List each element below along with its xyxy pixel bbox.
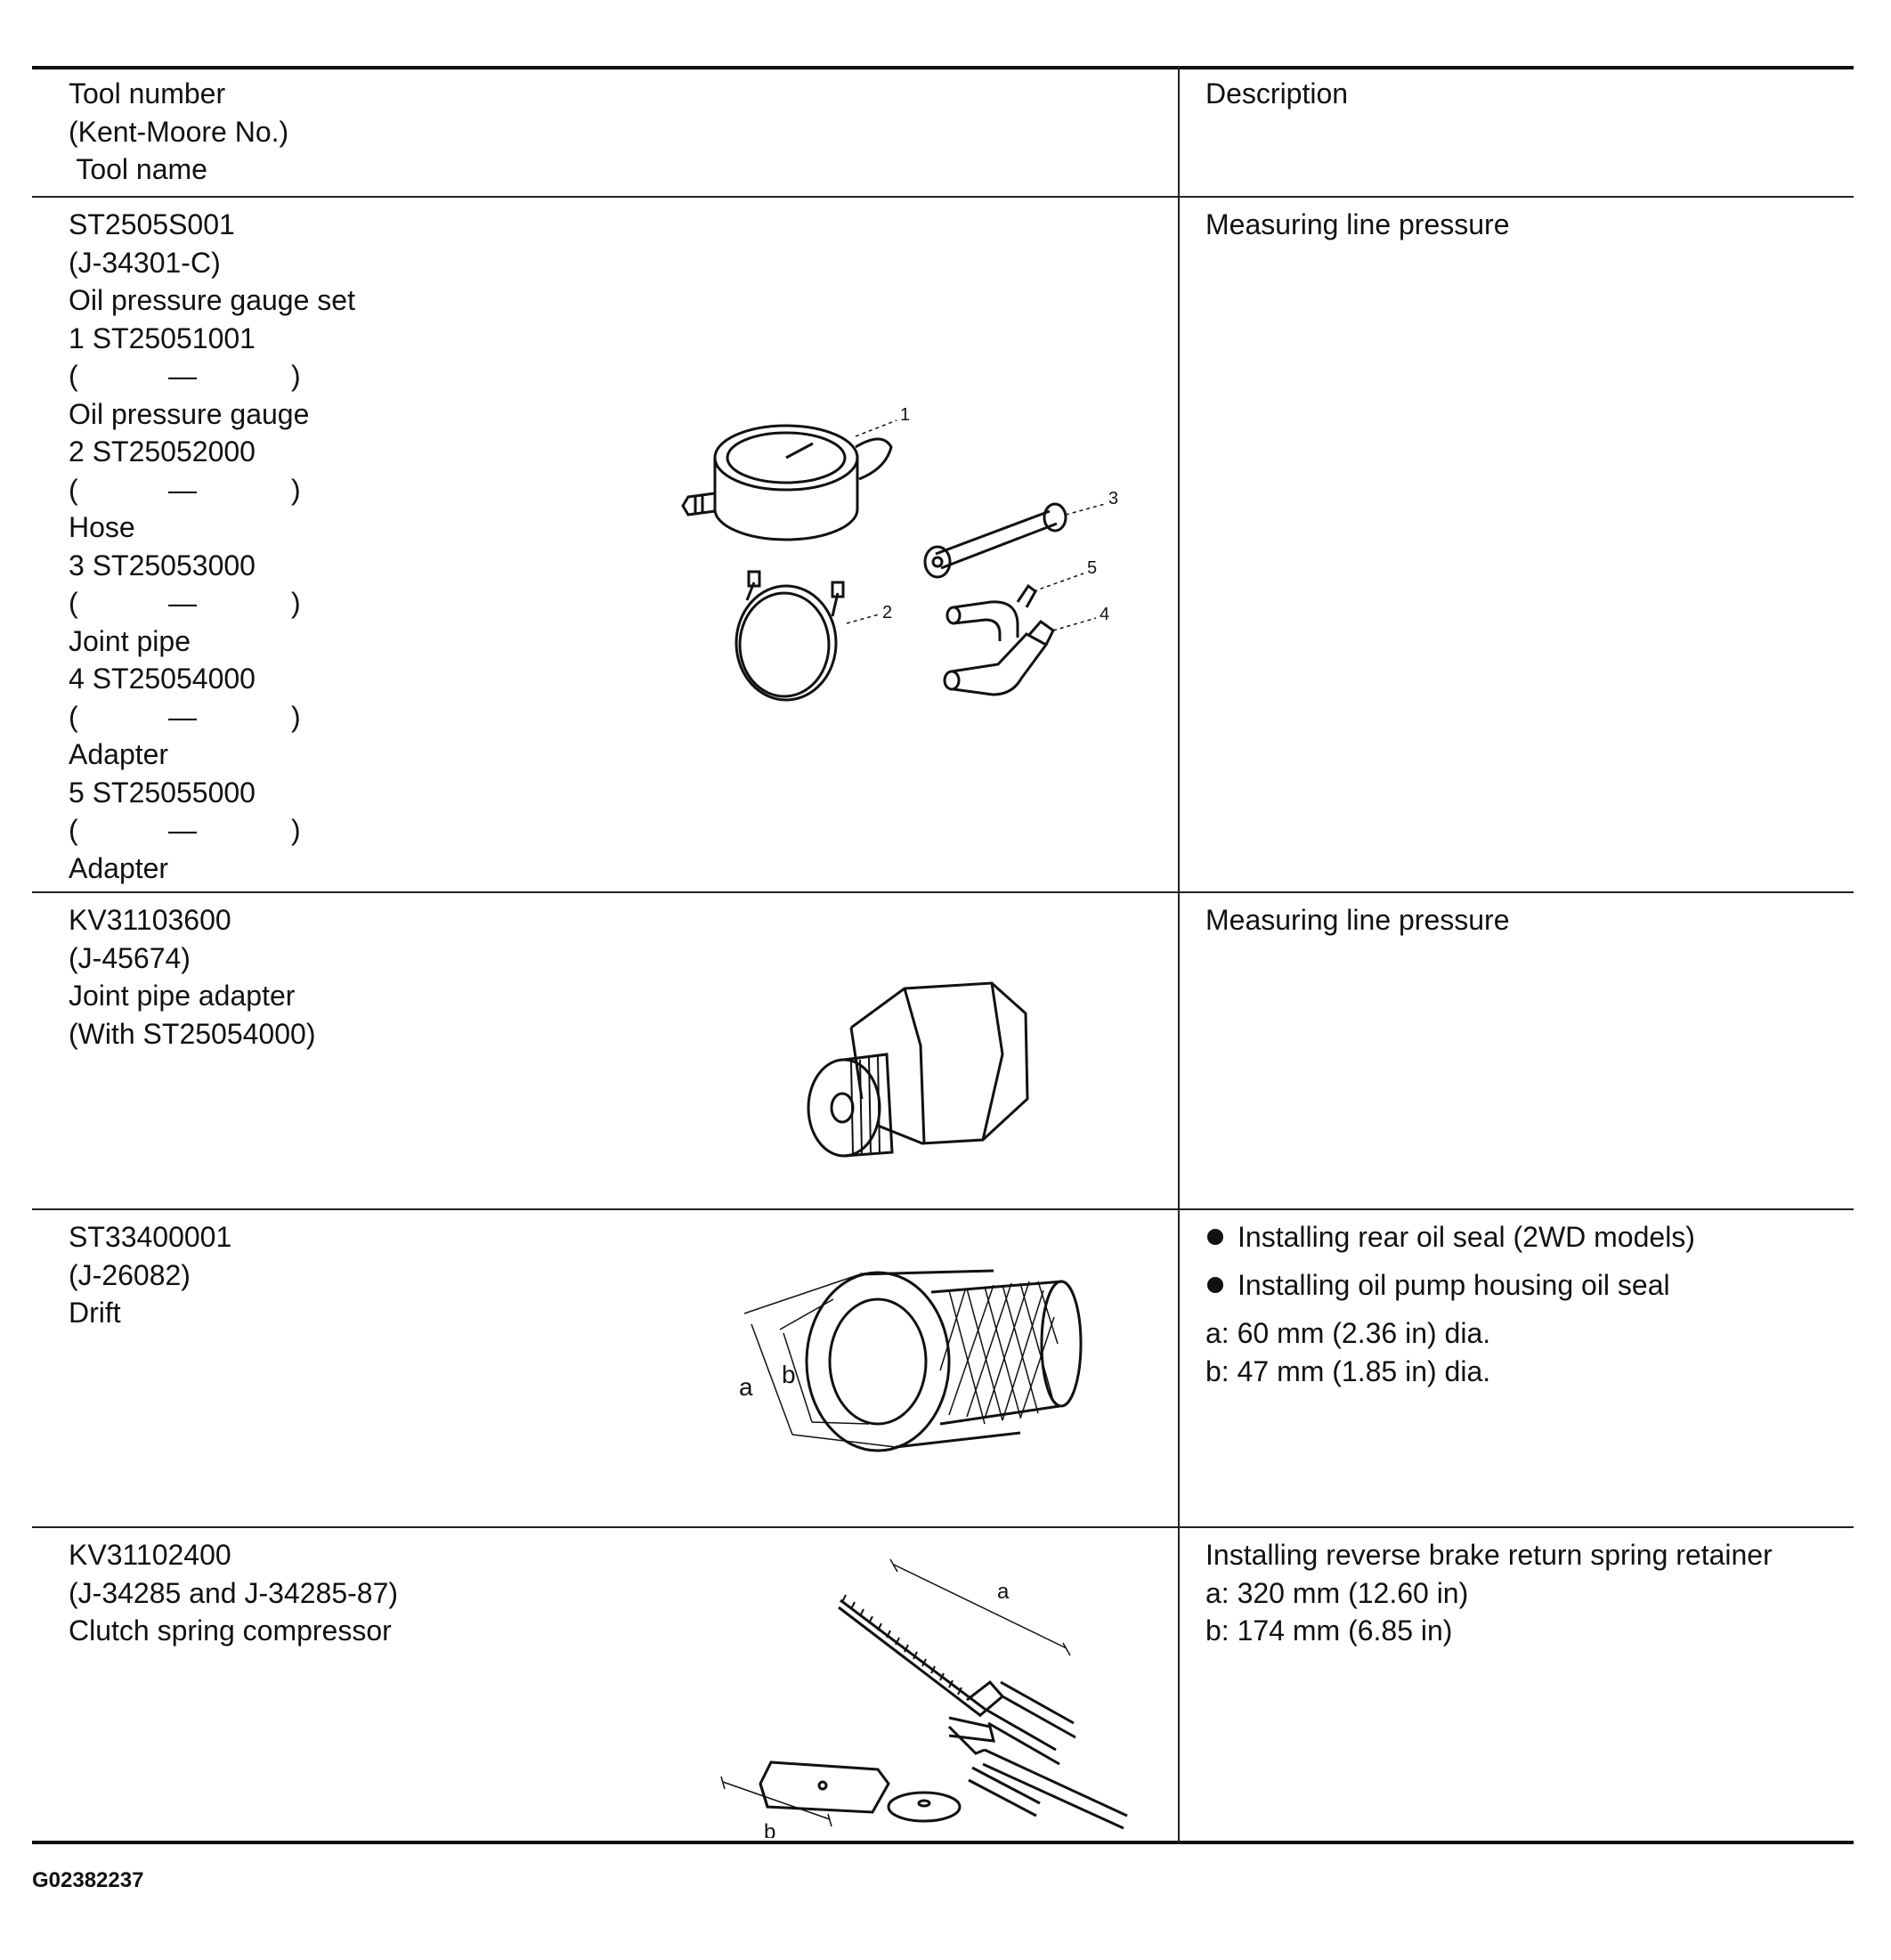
part-name: Joint pipe: [69, 624, 191, 657]
figure-id: G02382237: [32, 1868, 144, 1892]
callout-1: 1: [900, 405, 911, 425]
kent-moore-blank: ( — ): [69, 587, 301, 619]
row1-tool-cell: [69, 206, 355, 887]
callout-2: 2: [882, 603, 893, 622]
kent-moore-blank: ( — ): [69, 700, 301, 733]
tool-name: Oil pressure gauge set: [69, 284, 355, 316]
callout-4: 4: [1100, 605, 1110, 624]
dimension-a: a: 60 mm (2.36 in) dia.: [1205, 1317, 1491, 1349]
clutch-spring-compressor-illustration: [682, 1549, 1145, 1838]
tool-name: Drift: [69, 1297, 121, 1329]
bullet-dot-icon: [1207, 1277, 1223, 1293]
header-tool-name: Tool name: [69, 153, 207, 185]
column-divider: [1178, 66, 1180, 1842]
kent-moore-number: (J-45674): [69, 941, 191, 974]
part-name: Oil pressure gauge: [69, 397, 310, 430]
row-rule-3: [32, 1526, 1854, 1528]
top-rule: [32, 66, 1854, 69]
drift-illustration: [726, 1264, 1100, 1509]
tool-name: Joint pipe adapter: [69, 980, 296, 1012]
callout-b: b: [764, 1820, 776, 1838]
row3-tool-cell: [69, 1218, 231, 1332]
callout-3: 3: [1108, 489, 1119, 508]
header-kent-moore: (Kent-Moore No.): [69, 115, 289, 148]
header-tool-number: Tool number: [69, 77, 226, 110]
callout-5: 5: [1087, 558, 1098, 578]
part-number: 4 ST25054000: [69, 663, 256, 695]
row2-description: Measuring line pressure: [1205, 904, 1510, 936]
row4-description: [1205, 1536, 1773, 1650]
header-tool-column: [69, 75, 288, 189]
bullet-item: Installing oil pump housing oil seal: [1205, 1266, 1695, 1314]
header-rule: [32, 196, 1854, 198]
kent-moore-number: (J-34285 and J-34285-87): [69, 1576, 399, 1609]
bullet-item: Installing rear oil seal (2WD models): [1205, 1218, 1695, 1266]
kent-moore-blank: ( — ): [69, 360, 301, 392]
usage-text: Installing reverse brake return spring retainer: [1205, 1539, 1773, 1571]
row2-tool-cell: [69, 901, 315, 1053]
callout-a: a: [739, 1373, 753, 1401]
header-description: Description: [1205, 77, 1349, 110]
callout-b: b: [782, 1361, 796, 1388]
part-number: 5 ST25055000: [69, 776, 256, 809]
part-number: 2 ST25052000: [69, 435, 256, 468]
dimension-b: b: 47 mm (1.85 in) dia.: [1205, 1354, 1491, 1387]
tool-number: KV31103600: [69, 904, 231, 936]
dimension-b: b: 174 mm (6.85 in): [1205, 1614, 1453, 1647]
joint-pipe-adapter-illustration: [780, 965, 1065, 1188]
part-number: 1 ST25051001: [69, 321, 256, 354]
tool-name: Clutch spring compressor: [69, 1614, 392, 1647]
tool-number: ST33400001: [69, 1221, 232, 1253]
row-rule-1: [32, 891, 1854, 893]
tool-note: (With ST25054000): [69, 1017, 316, 1050]
row-rule-2: [32, 1208, 1854, 1210]
row1-description: Measuring line pressure: [1205, 208, 1510, 240]
part-name: Hose: [69, 511, 135, 543]
tool-number: KV31102400: [69, 1539, 231, 1571]
bottom-rule: [32, 1841, 1854, 1844]
kent-moore-blank: ( — ): [69, 814, 301, 846]
kent-moore-blank: ( — ): [69, 473, 301, 506]
bullet-dot-icon: [1207, 1229, 1223, 1245]
callout-a: a: [997, 1580, 1010, 1604]
part-number: 3 ST25053000: [69, 549, 256, 581]
part-name: Adapter: [69, 738, 169, 770]
oil-pressure-gauge-set-illustration: [669, 404, 1149, 743]
kent-moore-number: (J-26082): [69, 1258, 191, 1291]
row4-tool-cell: [69, 1536, 398, 1650]
kent-moore-number: (J-34301-C): [69, 246, 221, 279]
part-name: Adapter: [69, 851, 169, 884]
row3-description: [1205, 1218, 1695, 1390]
tool-number: ST2505S001: [69, 208, 235, 240]
dimension-a: a: 320 mm (12.60 in): [1205, 1576, 1469, 1609]
